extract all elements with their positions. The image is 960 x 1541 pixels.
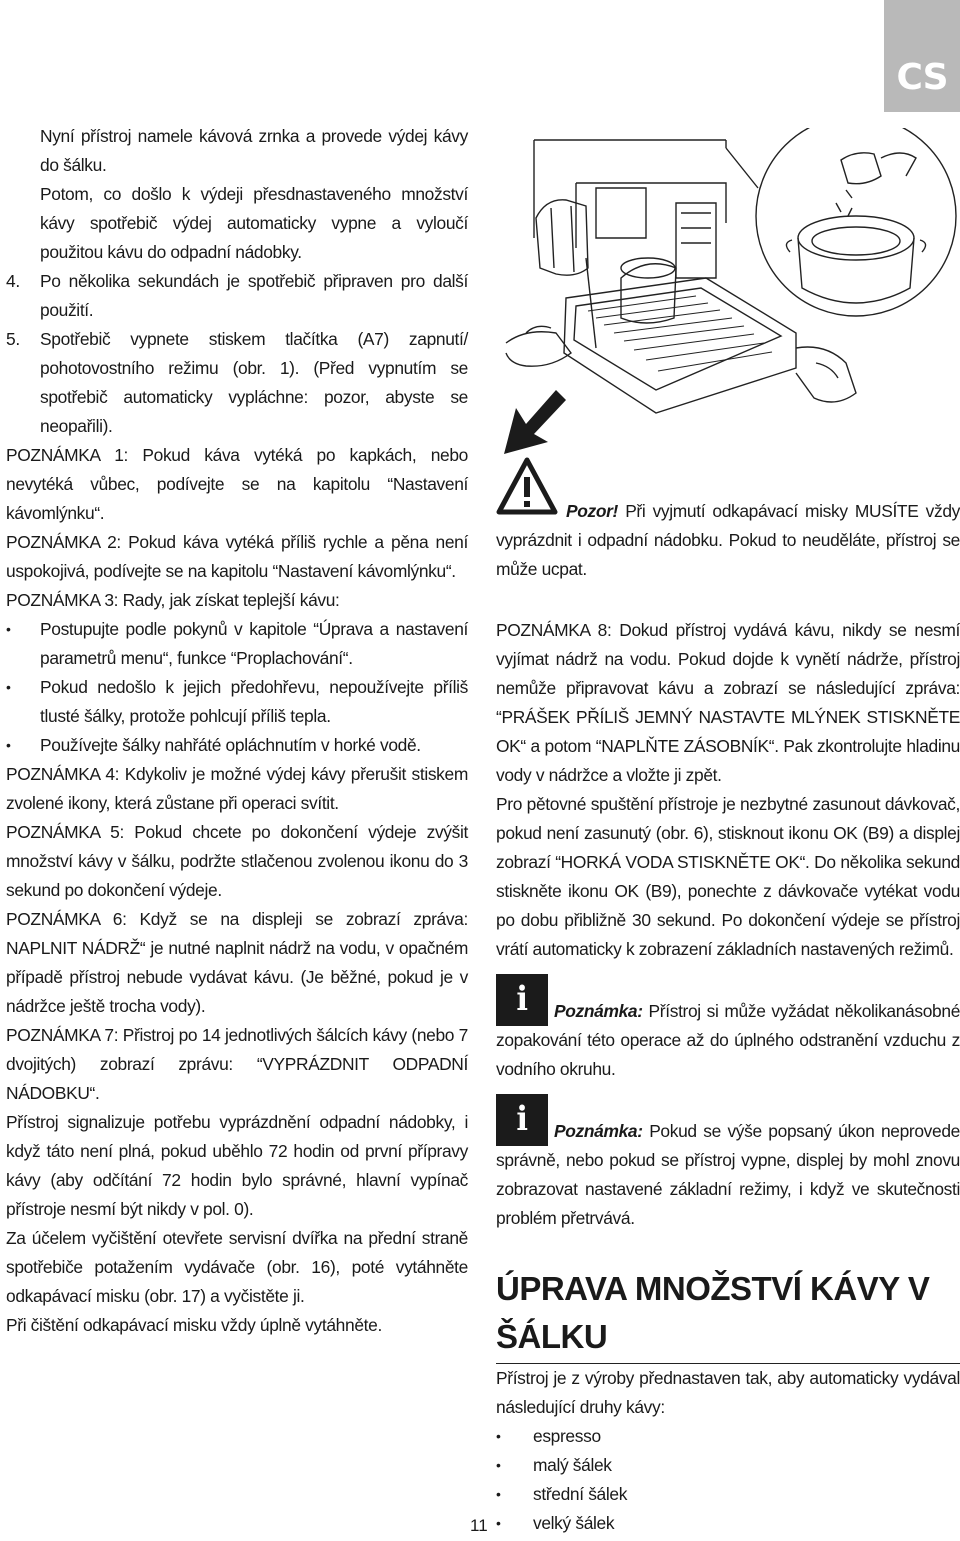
note-8: POZNÁMKA 8: Dokud přístroj vydává kávu, nikdy se nesmí vyjímat nádrž na vodu. Pokud dojde k vynětí nádrže, přístroj nemůže připravovat kávu a zobrazí se následující zpráva: “PRÁŠEK PŘÍLIŠ JEMNÝ NASTAVTE MLÝNEK STISKNĚTE OK“ a potom “NAPLŇTE ZÁSOBNÍK“. Pak zkontrolujte hladinu vody v nádržce a vložte ji zpět. bbox=[496, 620, 960, 785]
bullet-icon: • bbox=[6, 737, 11, 753]
paragraph: Pro pětovné spuštění přístroje je nezbytné zasunout dávkovač, pokud není zasunutý (obr. 6), stisknout ikonu OK (B9) a displej zobrazí “HORKÁ VODA STISKNĚTE OK“. Do několika sekund stiskněte ikonu OK (B9), ponechte z dávkovače vytékat vodu po dobu přibližně 30 sekund. Po dokončení výdeje se přístroj vrátí automaticky k zobrazení základních nastavených režimů. bbox=[496, 794, 960, 959]
info-block bbox=[496, 1094, 960, 1233]
info-icon: i bbox=[496, 974, 548, 1026]
note-1: POZNÁMKA 1: Pokud káva vytéká po kapkách, nebo nevytéká vůbec, podívejte se na kapitolu “Nastavení kávomlýnku“. bbox=[6, 445, 468, 523]
info-icon: i bbox=[496, 1094, 548, 1146]
paragraph: Přístroj je z výroby přednastaven tak, aby automaticky vydával následující druhy kávy: bbox=[496, 1368, 960, 1417]
warning-text: Při vyjmutí odkapávací misky MUSÍTE vždy vyprázdnit i odpadní nádobku. Pokud to neuděláte, přístroj se může ucpat. bbox=[496, 501, 960, 579]
warning-block bbox=[496, 497, 960, 584]
note-2: POZNÁMKA 2: Pokud káva vytéká příliš rychle a pěna není uspokojivá, podívejte se na kapitolu “Nastavení kávomlýnku“. bbox=[6, 532, 468, 581]
note-7: POZNÁMKA 7: Přistroj po 14 jednotlivých šálcích kávy (nebo 7 dvojitých) zobrazí zprávu: “VYPRÁZDNIT ODPADNÍ NÁDOBKU“. bbox=[6, 1025, 468, 1103]
list-item: • velký šálek bbox=[496, 1509, 960, 1538]
list-item: • Pokud nedošlo k jejich předohřevu, nepoužívejte příliš tlusté šálky, protože pohlcují příliš tepla. bbox=[6, 673, 468, 731]
warning-label: Pozor! bbox=[566, 501, 618, 521]
paragraph: Nyní přístroj namele kávová zrnka a provede výdej kávy do šálku. bbox=[40, 126, 468, 175]
info-text: Přístroj si může vyžádat několikanásobné zopakování této operace až do úplného odstranění vzduchu z vodního okruhu. bbox=[496, 1001, 960, 1079]
bullet-icon: • bbox=[6, 679, 11, 695]
bullet-icon: • bbox=[496, 1428, 501, 1444]
bullet-icon: • bbox=[6, 621, 11, 637]
language-code: CS bbox=[896, 57, 948, 98]
step-text: Spotřebič vypnete stiskem tlačítka (A7) zapnutí/ pohotovostního režimu (obr. 1). (Před vypnutím se spotřebič automaticky vypláchne: pozor, abyste se neopařili). bbox=[40, 329, 468, 436]
paragraph: Přístroj signalizuje potřebu vyprázdnění odpadní nádobky, i když táto není plná, pokud uběhlo 72 hodin od první přípravy kávy (aby odčítání 72 hodin bylo správné, hlavní vypínač přístroje nesmí být nikdy v pol. 0). bbox=[6, 1112, 468, 1219]
step-number: 5. bbox=[6, 329, 20, 349]
note-5: POZNÁMKA 5: Pokud chcete po dokončení výdeje zvýšit množství kávy v šálku, podržte stlačenou zvolenou ikonu do 3 sekund po dokončení výdeje. bbox=[6, 822, 468, 900]
step-4 bbox=[6, 267, 468, 325]
section-heading: ÚPRAVA MNOŽSTVÍ KÁVY V ŠÁLKU bbox=[496, 1270, 930, 1355]
warning-icon bbox=[496, 457, 558, 515]
note-3: POZNÁMKA 3: Rady, jak získat teplejší kávu: bbox=[6, 590, 340, 610]
paragraph: Při čištění odkapávací misku vždy úplně vytáhněte. bbox=[6, 1315, 382, 1335]
step-text: Po několika sekundách je spotřebič připraven pro další použití. bbox=[40, 271, 468, 320]
paragraph: Za účelem vyčištění otevřete servisní dvířka na přední straně spotřebiče potažením vydávače (obr. 16), poté vytáhněte odkapávací misku (obr. 17) a vyčistěte ji. bbox=[6, 1228, 468, 1306]
list-item: • Postupujte podle pokynů v kapitole “Úprava a nastavení parametrů menu“, funkce “Proplachování“. bbox=[6, 615, 468, 673]
drip-tray-illustration bbox=[496, 128, 960, 458]
bullet-icon: • bbox=[496, 1486, 501, 1502]
note-4: POZNÁMKA 4: Kdykoliv je možné výdej kávy přerušit stiskem zvolené ikony, která zůstane při operaci svítit. bbox=[6, 764, 468, 813]
list-item: • střední šálek bbox=[496, 1480, 960, 1509]
bullet-icon: • bbox=[496, 1457, 501, 1473]
list-item: • espresso bbox=[496, 1422, 960, 1451]
info-text: Pokud se výše popsaný úkon neprovede správně, nebo pokud se přístroj vypne, displej by mohl znovu zobrazovat nastavené základní režimy, i když ve skutečnosti problém přetrvává. bbox=[496, 1121, 960, 1228]
left-column bbox=[6, 122, 468, 1340]
right-column bbox=[496, 497, 960, 1538]
note-6: POZNÁMKA 6: Když se na displeji se zobrazí zpráva: NAPLNIT NÁDRŽ“ je nutné naplnit nádrž na vodu, v opačném případě přístroj nebude vydávat kávu. (Je běžné, pokud je v nádržce ještě trocha vody). bbox=[6, 909, 468, 1016]
paragraph: Potom, co došlo k výdeji přesdnastaveného množství kávy spotřebič výdej automaticky vypne a vyloučí použitou kávu do odpadní nádobky. bbox=[40, 184, 468, 262]
list-item: • Používejte šálky nahřáté opláchnutím v horké vodě. bbox=[6, 731, 468, 760]
list-item: • malý šálek bbox=[496, 1451, 960, 1480]
step-5 bbox=[6, 325, 468, 441]
info-label: Poznámka: bbox=[554, 1001, 643, 1021]
step-number: 4. bbox=[6, 271, 20, 291]
info-block bbox=[496, 974, 960, 1084]
info-label: Poznámka: bbox=[554, 1121, 643, 1141]
bullet-icon: • bbox=[496, 1515, 501, 1531]
page-number: 11 bbox=[470, 1516, 488, 1535]
language-tab bbox=[884, 0, 960, 112]
